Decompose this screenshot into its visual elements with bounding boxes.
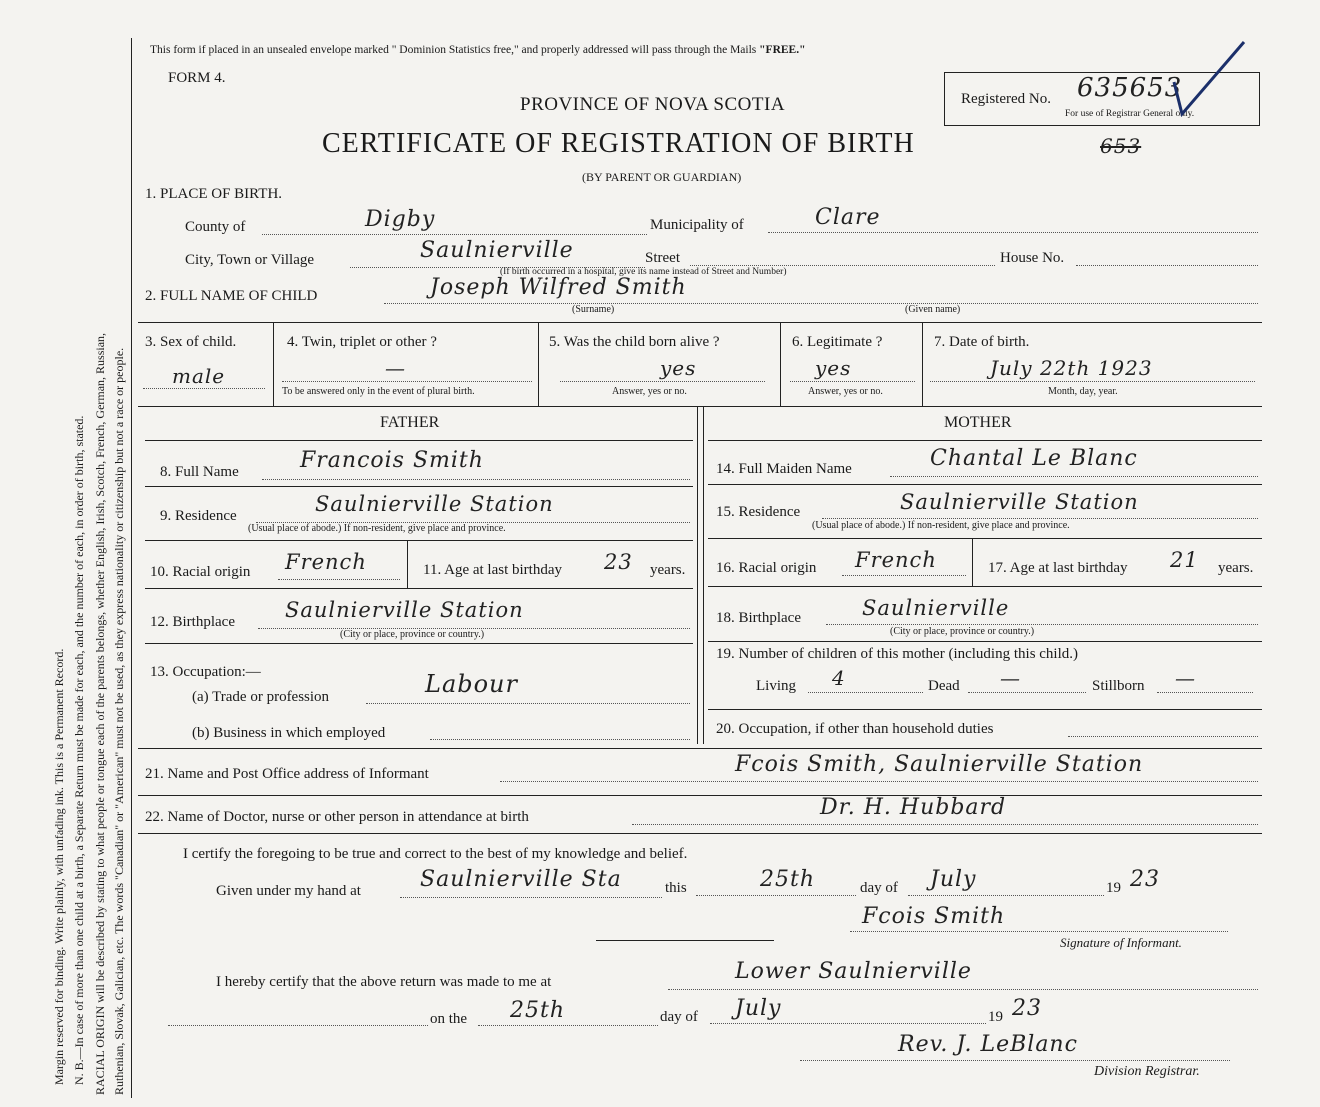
rule-col-2 [538,322,539,406]
return-lead-line [168,1025,428,1026]
place-heading: 1. PLACE OF BIRTH. [145,186,283,202]
check-mark-icon [1170,38,1250,118]
mother-name-line [890,476,1258,477]
father-race-line [278,579,400,580]
twin-label: 4. Twin, triplet or other ? [287,334,437,350]
month-line [908,895,1104,896]
dob-value: July 22th 1923 [990,356,1153,380]
father-years-label: years. [650,562,686,578]
county-label: County of [185,219,246,235]
mother-heading: MOTHER [944,414,1012,431]
county-value: Digby [365,207,436,232]
father-occupation-label: 13. Occupation:— [150,664,261,680]
return-place-value: Lower Saulnierville [735,959,972,984]
rule-m1 [708,440,1262,441]
rule-col-1 [273,322,274,406]
alive-line [560,381,765,382]
father-race-label: 10. Racial origin [150,564,251,580]
rule-f4 [145,588,693,589]
margin-note-3: RACIAL ORIGIN will be described by stating to what people or tongue each of the parents belongs, whether English, Irish, Scotch, French, German, Russian, [93,332,107,1095]
mother-race-label: 16. Racial origin [716,560,817,576]
mother-birthplace-note: (City or place, province or country.) [890,626,1035,637]
county-line [262,234,647,235]
rule-m5 [708,641,1262,642]
separator-rule [596,940,774,941]
margin-rule [131,38,132,1098]
stillborn-line [1157,692,1253,693]
father-residence-value: Saulnierville Station [315,492,554,516]
margin-note-1: Margin reserved for binding. Write plainly, with unfading ink. This is a Permanent Record. [52,648,66,1085]
mother-occupation-label: 20. Occupation, if other than household duties [716,721,994,737]
rule-row3-top [138,322,1262,323]
alive-label: 5. Was the child born alive ? [549,334,720,350]
legitimate-label: 6. Legitimate ? [792,334,883,350]
father-name-label: 8. Full Name [160,464,239,480]
legitimate-note: Answer, yes or no. [808,386,883,397]
mother-race-value: French [855,548,937,572]
father-trade-value: Labour [425,670,518,698]
father-name-value: Francois Smith [300,448,484,473]
registrar-signature: Rev. J. LeBlanc [898,1032,1078,1057]
given-place-value: Saulnierville Sta [420,867,622,892]
this-label: this [665,880,687,896]
father-birthplace-label: 12. Birthplace [150,614,235,630]
registered-number: 635653 [1077,73,1183,103]
dob-line [930,381,1255,382]
rule-m-race-age [972,538,973,586]
living-label: Living [756,678,796,694]
return-day-of-label: day of [660,1009,698,1025]
return-day-line [478,1025,658,1026]
informant-signature: Fcois Smith [862,904,1006,929]
sex-value: male [172,364,226,388]
municipality-label: Municipality of [650,217,744,233]
binding-margin [0,0,130,1107]
month-value: July [930,867,977,892]
doctor-value: Dr. H. Hubbard [820,795,1007,820]
municipality-value: Clare [815,205,881,230]
rule-informant-top [138,748,1262,749]
father-business-line [430,739,690,740]
day-line [696,895,856,896]
child-name-line [384,303,1258,304]
certificate-title: CERTIFICATE OF REGISTRATION OF BIRTH [322,128,915,159]
dead-value: — [1000,666,1021,690]
certify-statement: I certify the foregoing to be true and correct to the best of my knowledge and belief. [183,846,688,862]
informant-line [500,781,1258,782]
sex-line [143,388,265,389]
legitimate-line [790,381,915,382]
registrar-signature-line [800,1060,1230,1061]
dob-note: Month, day, year. [1048,386,1118,397]
return-year-value: 23 [1012,996,1042,1021]
legitimate-value: yes [815,356,852,380]
mother-birthplace-label: 18. Birthplace [716,610,801,626]
informant-label: 21. Name and Post Office address of Informant [145,766,429,782]
father-business-label: (b) Business in which employed [192,725,386,741]
mother-age-label: 17. Age at last birthday [988,560,1128,576]
child-name-value: Joseph Wilfred Smith [430,275,687,300]
father-residence-label: 9. Residence [160,508,237,524]
surname-note: (Surname) [572,304,615,315]
alive-note: Answer, yes or no. [612,386,687,397]
certificate-subtitle: (BY PARENT OR GUARDIAN) [582,170,742,184]
mother-race-line [842,575,966,576]
father-residence-note: (Usual place of abode.) If non-resident, give place and province. [248,523,506,534]
mother-residence-line [822,518,1258,519]
rule-f1 [145,440,693,441]
twin-line [282,381,532,382]
father-trade-line [366,703,690,704]
rule-m3 [708,538,1262,539]
mother-age-value: 21 [1170,548,1199,572]
stillborn-label: Stillborn [1092,678,1145,694]
informant-value: Fcois Smith, Saulnierville Station [735,752,1144,777]
informant-signature-line [850,931,1228,932]
day-value: 25th [760,867,816,892]
return-place-line [668,989,1258,990]
father-age-value: 23 [604,550,633,574]
father-birthplace-note: (City or place, province or country.) [340,629,485,640]
dead-line [968,692,1086,693]
year-prefix: 19 [1106,880,1121,896]
sex-label: 3. Sex of child. [145,334,237,350]
rule-m4 [708,586,1262,587]
child-name-label: 2. FULL NAME OF CHILD [145,288,318,304]
form-number: FORM 4. [168,70,226,86]
return-day-value: 25th [510,998,566,1023]
division-registrar-label: Division Registrar. [1094,1064,1200,1079]
house-label: House No. [1000,250,1065,266]
return-month-line [710,1023,986,1024]
rule-m6 [708,709,1262,710]
rule-col-4 [922,322,923,406]
doctor-label: 22. Name of Doctor, nurse or other person in attendance at birth [145,809,529,825]
city-label: City, Town or Village [185,252,315,268]
father-age-label: 11. Age at last birthday [423,562,562,578]
return-month-value: July [735,996,782,1021]
rule-f3 [145,540,693,541]
doctor-line [632,824,1258,825]
mother-residence-value: Saulnierville Station [900,490,1139,514]
twin-value: — [385,356,406,380]
house-line [1076,265,1258,266]
mother-occupation-line [1068,736,1258,737]
parents-divider-right [703,406,704,744]
mother-name-value: Chantal Le Blanc [930,446,1138,471]
rule-f2 [145,486,693,487]
margin-note-2: N. B.—In case of more than one child at a birth, a Separate Return must be made for each, and the number of each, in order of birth, stated. [72,415,86,1085]
rule-row3-bottom [138,406,1262,407]
mail-notice-text: This form if placed in an unsealed envelope marked " Dominion Statistics free," and properly addressed will pass through the Mails [150,44,757,56]
father-name-line [262,479,690,480]
rule-informant-mid [138,795,1262,796]
day-of-label: day of [860,880,898,896]
rule-informant-bottom [138,833,1262,834]
rule-col-3 [780,322,781,406]
rule-m2 [708,484,1262,485]
free-label: "FREE." [759,44,806,56]
living-line [808,692,923,693]
dob-label: 7. Date of birth. [934,334,1030,350]
parents-divider-left [697,406,698,744]
year-value: 23 [1130,867,1160,892]
father-birthplace-value: Saulnierville Station [285,598,524,622]
father-heading: FATHER [380,414,440,431]
return-label: I hereby certify that the above return was made to me at [216,974,552,990]
signature-informant-label: Signature of Informant. [1060,935,1182,950]
mother-name-label: 14. Full Maiden Name [716,461,852,477]
father-race-value: French [285,550,367,574]
margin-note-4: Ruthenian, Slovak, Galician, etc. The words "Canadian" or "American" must not be used, as they express nationality or citizenship but not a race or people. [112,347,126,1095]
stillborn-value: — [1175,666,1196,690]
rule-f5 [145,643,693,644]
street-line [690,265,995,266]
mother-years-label: years. [1218,560,1254,576]
living-value: 4 [832,666,846,690]
registered-label: Registered No. [961,91,1051,107]
mother-children-label: 19. Number of children of this mother (including this child.) [716,646,1079,662]
return-year-prefix: 19 [988,1009,1003,1025]
given-name-note: (Given name) [905,304,961,315]
mother-birthplace-line [826,624,1258,625]
father-trade-label: (a) Trade or profession [192,689,330,705]
on-the-label: on the [430,1011,468,1027]
alive-value: yes [660,356,697,380]
street-label: Street [645,250,680,266]
rule-f-race-age [407,540,408,588]
city-value: Saulnierville [420,238,574,263]
given-under-label: Given under my hand at [216,883,361,899]
province-heading: PROVINCE OF NOVA SCOTIA [520,94,786,115]
title-number: 653 [1100,134,1142,158]
hospital-note: (If birth occurred in a hospital, give its name instead of Street and Number) [500,267,787,277]
registrar-note: For use of Registrar General only. [1065,109,1195,119]
municipality-line [768,232,1258,233]
dead-label: Dead [928,678,960,694]
given-place-line [400,897,662,898]
mother-birthplace-value: Saulnierville [862,596,1010,620]
mail-notice [150,44,805,56]
mother-residence-note: (Usual place of abode.) If non-resident, give place and province. [812,520,1070,531]
mother-residence-label: 15. Residence [716,504,801,520]
twin-note: To be answered only in the event of plural birth. [282,386,475,397]
